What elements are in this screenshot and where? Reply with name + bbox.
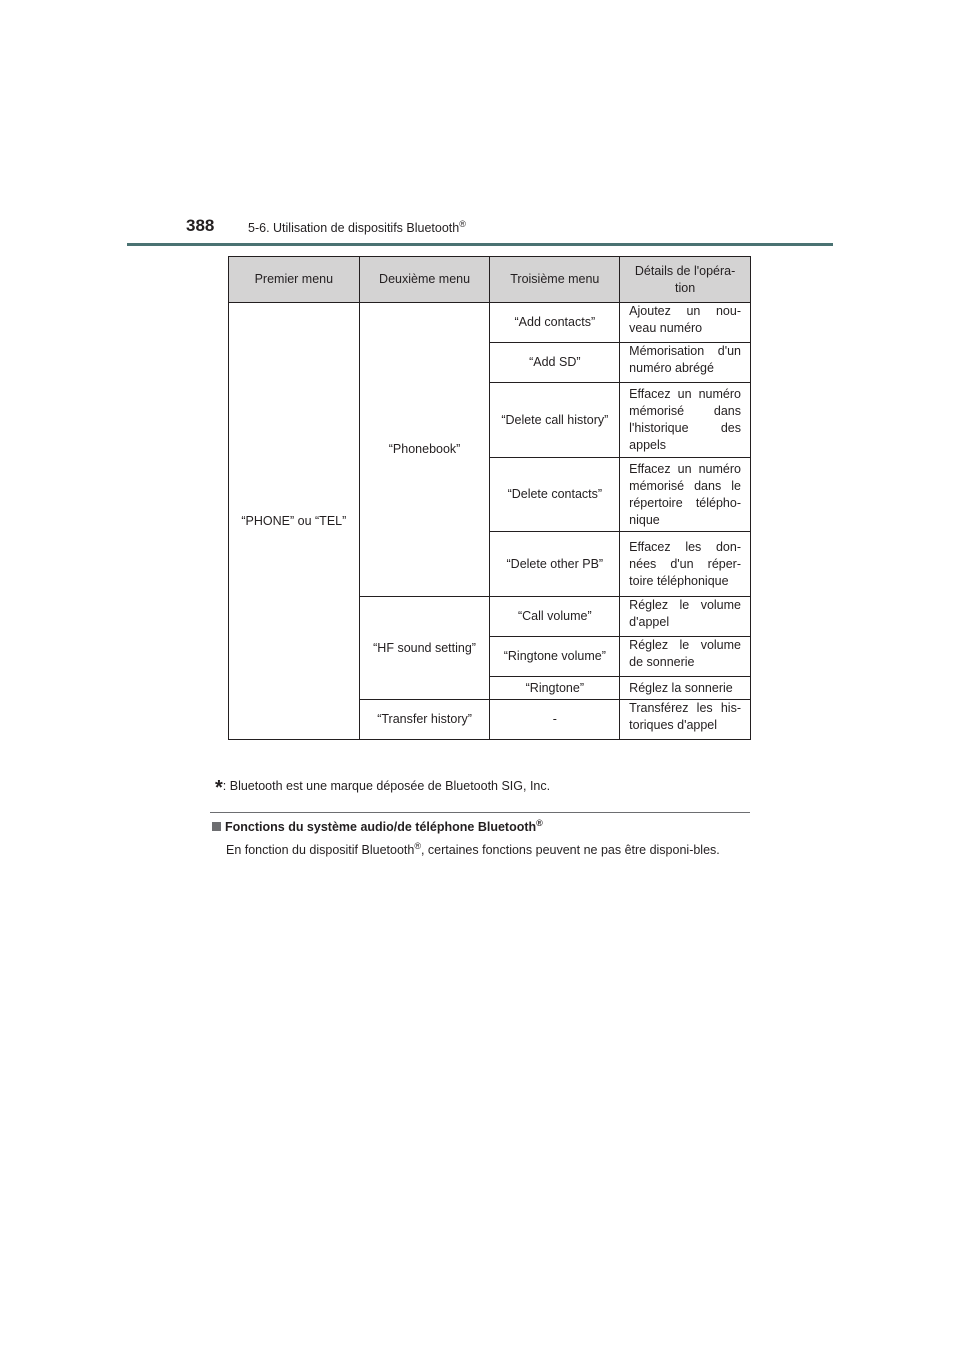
section-title xyxy=(248,218,466,235)
page-number: 388 xyxy=(186,216,215,235)
section-divider xyxy=(210,812,750,813)
third-menu-cell: “Ringtone” xyxy=(490,677,620,700)
table-header-row xyxy=(229,257,751,303)
header-first-menu: Premier menu xyxy=(229,257,360,303)
footnote xyxy=(215,777,550,800)
detail-cell: Effacez un numéro mémorisé dans le répertoire télépho-nique xyxy=(620,458,751,532)
third-menu-cell: “Delete other PB” xyxy=(490,532,620,597)
detail-cell: Effacez un numéro mémorisé dans l'historique des appels xyxy=(620,383,751,458)
body-text-start: En fonction du dispositif Bluetooth xyxy=(226,843,415,857)
header-rule xyxy=(127,243,833,246)
first-menu-cell: “PHONE” ou “TEL” xyxy=(229,303,360,740)
second-menu-cell: “HF sound setting” xyxy=(359,597,490,700)
header-second-menu: Deuxième menu xyxy=(359,257,490,303)
registered-mark: ® xyxy=(459,218,466,229)
third-menu-cell: “Ringtone volume” xyxy=(490,637,620,677)
header-third-menu: Troisième menu xyxy=(490,257,620,303)
square-bullet-icon xyxy=(212,822,221,831)
detail-cell: Transférez les his-toriques d'appel xyxy=(620,700,751,740)
second-menu-cell: “Transfer history” xyxy=(359,700,490,740)
section-heading-text: Fonctions du système audio/de téléphone Bluetooth xyxy=(225,820,537,834)
detail-cell: Réglez la sonnerie xyxy=(620,677,751,700)
body-text-end: , certaines fonctions peuvent ne pas être disponi-bles. xyxy=(420,843,720,857)
footnote-text: : Bluetooth est une marque déposée de Bluetooth SIG, Inc. xyxy=(222,779,551,793)
third-menu-cell: “Delete call history” xyxy=(490,383,620,458)
detail-cell: Réglez le volume de sonnerie xyxy=(620,637,751,677)
third-menu-cell: “Call volume” xyxy=(490,597,620,637)
third-menu-cell: “Add SD” xyxy=(490,343,620,383)
table-row xyxy=(229,303,751,343)
header-operation-details: Détails de l'opéra-tion xyxy=(620,257,751,303)
footnote-marker: * xyxy=(215,777,223,799)
detail-cell: Mémorisation d'un numéro abrégé xyxy=(620,343,751,383)
second-menu-cell: “Phonebook” xyxy=(359,303,490,597)
detail-cell: Réglez le volume d'appel xyxy=(620,597,751,637)
menu-table xyxy=(228,256,751,740)
section-title-text: 5-6. Utilisation de dispositifs Bluetooth xyxy=(248,221,460,235)
detail-cell: Effacez les don-nées d'un réper-toire téléphonique xyxy=(620,532,751,597)
detail-cell: Ajoutez un nou-veau numéro xyxy=(620,303,751,343)
third-menu-cell: - xyxy=(490,700,620,740)
section-heading xyxy=(212,817,543,834)
third-menu-cell: “Delete contacts” xyxy=(490,458,620,532)
registered-mark: ® xyxy=(414,840,421,851)
section-body xyxy=(226,840,750,860)
third-menu-cell: “Add contacts” xyxy=(490,303,620,343)
registered-mark: ® xyxy=(536,817,543,828)
